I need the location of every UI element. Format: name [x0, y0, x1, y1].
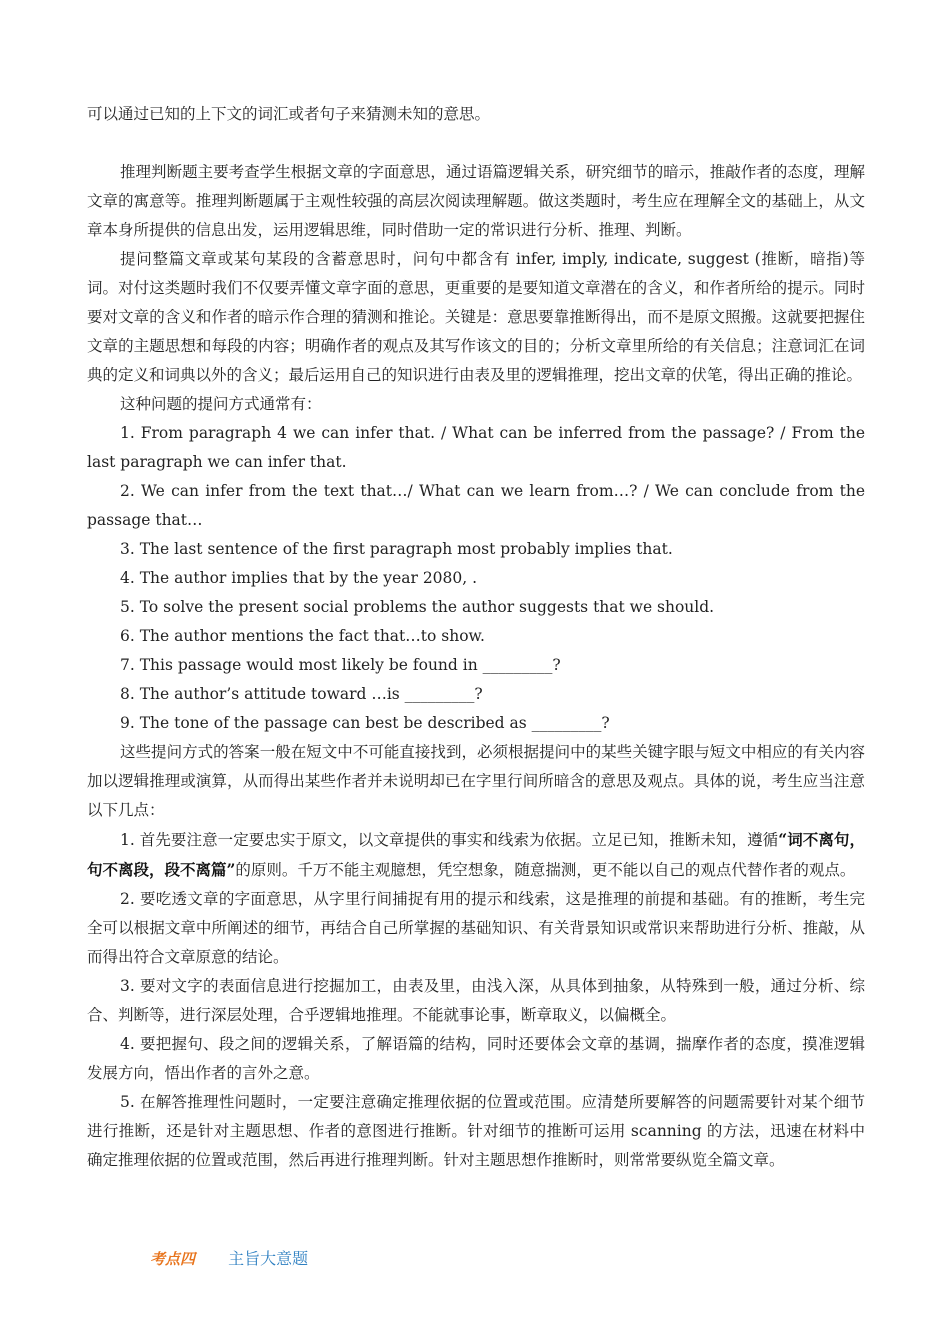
- question-form-item: 7. This passage would most likely be found in _________?: [120, 656, 561, 674]
- point-1-text-b: 的原则。千万不能主观臆想，凭空想象，随意揣测，更不能以自己的观点代替作者的观点。: [235, 861, 856, 879]
- question-form-item: 1. From paragraph 4 we can infer that. / What can be inferred from the passage? / From the last paragraph we can infer that.: [87, 424, 865, 471]
- paragraph-answer-guidance: 这些提问方式的答案一般在短文中不可能直接找到，必须根据提问中的某些关键字眼与短文中相应的有关内容加以逻辑推理或演算，从而得出某些作者并未说明却已在字里行间所暗含的意思及观点。具体的说，考生应当注意以下几点：: [87, 743, 865, 819]
- point-1-text-a: 1. 首先要注意一定要忠实于原文，以文章提供的事实和线索为依据。立足已知，推断未知，遵循: [120, 831, 779, 849]
- question-form-item: 9. The tone of the passage can best be described as _________?: [120, 714, 610, 732]
- point-1-emphasis: “词不离句，句不离段，段不离篇”: [87, 830, 866, 879]
- point-4: 4. 要把握句、段之间的逻辑关系，了解语篇的结构，同时还要体会文章的基调，揣摩作者的态度，摸准逻辑发展方向，悟出作者的言外之意。: [87, 1035, 865, 1082]
- document-body: [87, 100, 865, 1175]
- point-1: [87, 825, 865, 885]
- question-form-item: 4. The author implies that by the year 2080, .: [120, 569, 478, 587]
- paragraph-question-forms-lead: 这种问题的提问方式通常有：: [120, 395, 322, 413]
- paragraph-inference-intro: 推理判断题主要考查学生根据文章的字面意思，通过语篇逻辑关系，研究细节的暗示，推敲作者的态度，理解文章的寓意等。推理判断题属于主观性较强的高层次阅读理解题。做这类题时，考生应在理解全文的基础上，从文章本身所提供的信息出发，运用逻辑思维，同时借助一定的常识进行分析、推理、判断。: [87, 163, 865, 239]
- paragraph-inference-keywords: 提问整篇文章或某句某段的含蓄意思时，问句中都含有 infer, imply, indicate, suggest (推断，暗指)等词。对付这类题时我们不仅要弄懂文章字面的意思，更重要的是要知道文章潜在的含义，和作者所给的提示。同时要对文章的含义和作者的暗示作合理的猜测和推论。关键是：意思要靠推断得出，而不是原文照搬。这就要把握住文章的主题思想和每段的内容；明确作者的观点及其写作该文的目的；分析文章里所给的有关信息；注意词汇在词典的定义和词典以外的含义；最后运用自己的知识进行由表及里的逻辑推理，挖出文章的伏笔，得出正确的推论。: [87, 250, 865, 384]
- paragraph-context-guess: 可以通过已知的上下文的词汇或者句子来猜测未知的意思。: [87, 105, 491, 123]
- section-badge: 考点四: [150, 1250, 196, 1268]
- question-form-item: 3. The last sentence of the first paragraph most probably implies that.: [120, 540, 673, 558]
- question-form-item: 2. We can infer from the text that…/ What can we learn from…? / We can conclude from the passage that…: [87, 482, 865, 529]
- section-heading: [150, 1246, 308, 1272]
- point-3: 3. 要对文字的表面信息进行挖掘加工，由表及里，由浅入深，从具体到抽象，从特殊到一般，通过分析、综合、判断等，进行深层处理，合乎逻辑地推理。不能就事论事，断章取义，以偏概全。: [87, 977, 865, 1024]
- point-2: 2. 要吃透文章的字面意思，从字里行间捕捉有用的提示和线索，这是推理的前提和基础。有的推断，考生完全可以根据文章中所阐述的细节，再结合自己所掌握的基础知识、有关背景知识或常识来帮助进行分析、推敲，从而得出符合文章原意的结论。: [87, 890, 865, 966]
- question-form-item: 6. The author mentions the fact that…to show.: [120, 627, 485, 645]
- question-form-item: 5. To solve the present social problems the author suggests that we should.: [120, 598, 715, 616]
- section-title: 主旨大意题: [228, 1249, 309, 1268]
- question-form-list: [87, 419, 865, 738]
- point-5: 5. 在解答推理性问题时，一定要注意确定推理依据的位置或范围。应清楚所要解答的问题需要针对某个细节进行推断，还是针对主题思想、作者的意图进行推断。针对细节的推断可运用 scanning 的方法，迅速在材料中确定推理依据的位置或范围，然后再进行推理判断。针对主题思想作推断时，则常常要纵览全篇文章。: [87, 1093, 865, 1169]
- question-form-item: 8. The author’s attitude toward …is _________?: [120, 685, 483, 703]
- paragraph-gap: [87, 129, 865, 158]
